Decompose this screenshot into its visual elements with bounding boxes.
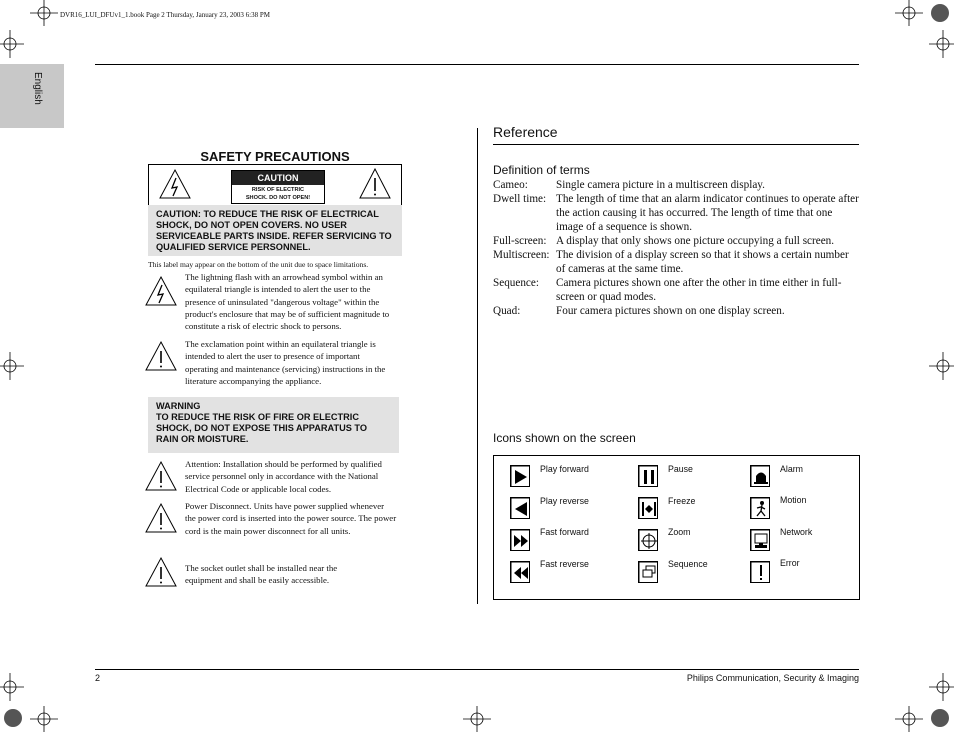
- color-dot-icon: [931, 4, 949, 22]
- crop-mark-icon: [0, 673, 24, 701]
- icon-label: Sequence: [668, 559, 708, 569]
- sequence-icon: [638, 561, 658, 583]
- icons-table: [493, 455, 860, 600]
- freeze-icon: [638, 497, 658, 519]
- footer-company: Philips Communication, Security & Imaging: [686, 673, 859, 683]
- crop-mark-icon: [929, 673, 954, 701]
- exclamation-warning-icon: [144, 556, 178, 588]
- socket-outlet-paragraph: The socket outlet shall be installed near the equipment and shall be easily accessible.: [185, 563, 338, 586]
- exclamation-paragraph: The exclamation point within an equilateral triangle is intended to alert the user to presence of important operating and maintenance (servicing) instructions in the literature accompanying the appliance.: [185, 339, 386, 386]
- definition-desc: Camera pictures shown one after the other in time either in full-screen or quad modes.: [556, 277, 842, 303]
- icon-label: Pause: [668, 464, 693, 474]
- icons-heading: Icons shown on the screen: [493, 431, 636, 445]
- icon-label: Freeze: [668, 496, 696, 506]
- lightning-paragraph: The lightning flash with an arrowhead symbol within an equilateral triangle is intended to alert the user to the presence of uninsulated "dangerous voltage" within the product's enclosure that may be of sufficient magnitude to constitute a risk of electric shock to persons.: [185, 272, 390, 332]
- language-tab: [0, 64, 64, 128]
- icon-label: Play reverse: [540, 496, 589, 506]
- definition-desc: Single camera picture in a multiscreen display.: [556, 179, 765, 191]
- definition-term: Quad:: [493, 305, 521, 317]
- power-disconnect-paragraph: Power Disconnect. Units have power supplied whenever the power cord is inserted into the power source. The power cord is the main power disconnect for all units.: [185, 501, 397, 536]
- definitions-heading: Definition of terms: [493, 163, 590, 177]
- alarm-icon: [750, 465, 770, 487]
- crop-mark-icon: [0, 352, 24, 380]
- exclamation-warning-icon: [144, 460, 178, 492]
- icon-label: Network: [780, 527, 813, 537]
- icon-label: Error: [780, 558, 800, 568]
- error-icon: [750, 561, 770, 583]
- warning-title: WARNING: [156, 401, 201, 411]
- exclamation-warning-icon: [144, 340, 178, 372]
- warning-text: TO REDUCE THE RISK OF FIRE OR ELECTRIC SHOCK, DO NOT EXPOSE THIS APPARATUS TO RAIN OR MOISTURE.: [156, 412, 367, 444]
- icon-label: Zoom: [668, 527, 691, 537]
- caution-sub-line: RISK OF ELECTRIC: [251, 187, 305, 193]
- definition-row: [493, 192, 859, 234]
- definition-row: [493, 248, 859, 276]
- definition-term: Dwell time:: [493, 193, 547, 205]
- column-divider: [477, 128, 478, 604]
- icon-label: Fast reverse: [540, 559, 589, 569]
- crop-mark-icon: [929, 30, 954, 58]
- lightning-warning-icon: [158, 168, 192, 200]
- caution-label: [231, 170, 325, 204]
- network-icon: [750, 529, 770, 551]
- icon-label: Fast forward: [540, 527, 589, 537]
- color-dot-icon: [4, 709, 22, 727]
- definition-term: Sequence:: [493, 277, 539, 289]
- definition-row: [493, 178, 859, 192]
- definitions-list: [493, 178, 859, 318]
- exclamation-warning-icon: [358, 167, 392, 200]
- definition-row: [493, 234, 859, 248]
- crop-mark-icon: [463, 706, 491, 732]
- warning-block: [148, 397, 399, 453]
- definition-desc: The division of a display screen so that it shows a certain number of cameras at the same time.: [556, 249, 849, 275]
- top-rule: [95, 64, 859, 65]
- reference-title: Reference: [493, 124, 558, 140]
- definition-desc: A display that only shows one picture occupying a full screen.: [556, 235, 835, 247]
- fast-forward-icon: [510, 529, 530, 551]
- crop-mark-icon: [895, 706, 923, 732]
- fast-reverse-icon: [510, 561, 530, 583]
- safety-title: SAFETY PRECAUTIONS: [200, 149, 350, 164]
- language-label: English: [32, 72, 43, 105]
- definition-desc: Four camera pictures shown on one display screen.: [556, 305, 785, 317]
- label-note: This label may appear on the bottom of the unit due to space limitations.: [148, 260, 369, 269]
- icon-label: Alarm: [780, 464, 803, 474]
- definition-term: Full-screen:: [493, 235, 547, 247]
- caution-sub-line: SHOCK. DO NOT OPEN!: [245, 195, 311, 201]
- crop-mark-icon: [895, 0, 923, 26]
- icon-label: Motion: [780, 495, 807, 505]
- definition-desc: The length of time that an alarm indicator continues to operate after the action causing it has occurred. The length of time that one image of a sequence is shown.: [556, 193, 859, 233]
- page-number: 2: [95, 673, 101, 683]
- lightning-warning-icon: [144, 275, 178, 307]
- crop-mark-icon: [30, 0, 58, 26]
- footer-rule: [95, 669, 859, 670]
- motion-icon: [750, 497, 770, 519]
- attention-paragraph: Attention: Installation should be performed by qualified service personnel only in accordance with the National Electrical Code or applicable local codes.: [185, 459, 382, 494]
- crop-mark-icon: [929, 352, 954, 380]
- pause-icon: [638, 465, 658, 487]
- play-forward-icon: [510, 465, 530, 487]
- reference-rule: [493, 144, 859, 145]
- definition-term: Multiscreen:: [493, 249, 550, 261]
- definition-row: [493, 304, 859, 318]
- color-dot-icon: [931, 709, 949, 727]
- caution-heading: CAUTION: [232, 171, 324, 185]
- book-runline: DVR16_LUI_DFUv1_1.book Page 2 Thursday, January 23, 2003 6:38 PM: [60, 11, 270, 19]
- definition-term: Cameo:: [493, 179, 528, 191]
- zoom-icon: [638, 529, 658, 551]
- definition-row: [493, 276, 859, 304]
- icon-label: Play forward: [540, 464, 589, 474]
- crop-mark-icon: [30, 706, 58, 732]
- crop-mark-icon: [0, 30, 24, 58]
- caution-text: CAUTION: TO REDUCE THE RISK OF ELECTRICAL SHOCK, DO NOT OPEN COVERS. NO USER SERVICEABLE PARTS INSIDE. REFER SERVICING TO QUALIFIED SERVICE PERSONNEL.: [148, 205, 402, 256]
- exclamation-warning-icon: [144, 502, 178, 534]
- play-reverse-icon: [510, 497, 530, 519]
